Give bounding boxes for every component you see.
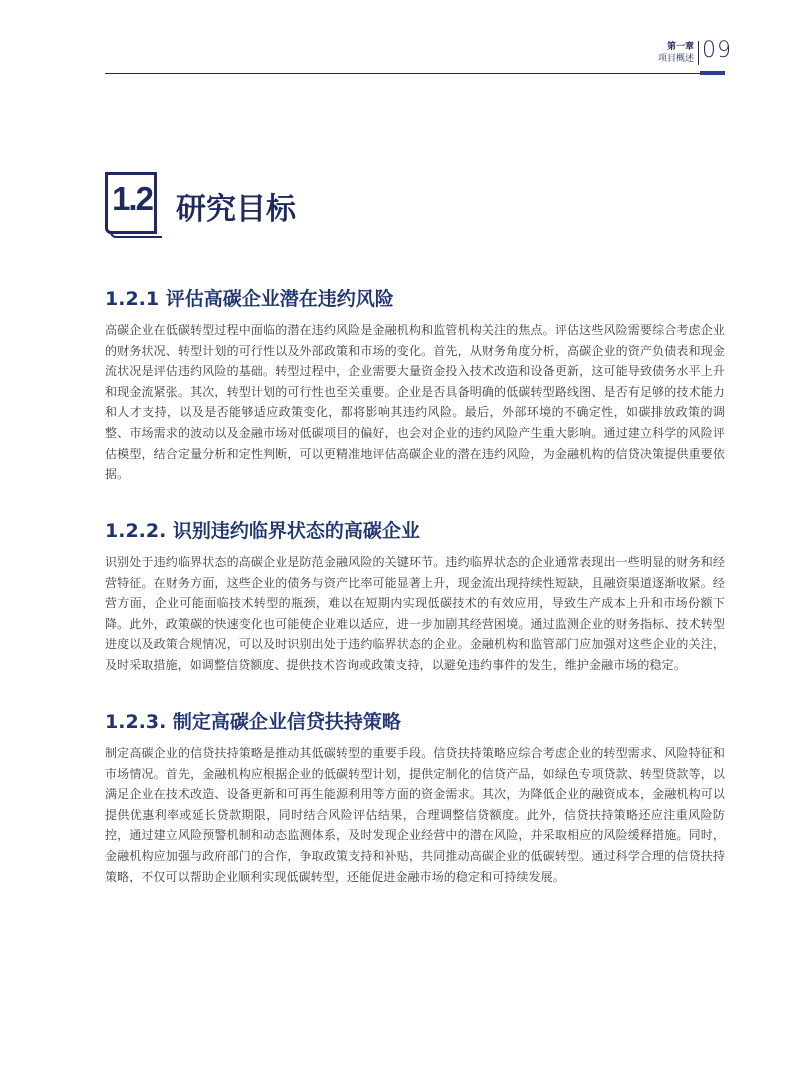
section-number: 1.2 <box>112 180 152 217</box>
page-number: 09 <box>702 38 732 63</box>
subsection-heading: 1.2.1 评估高碳企业潜在违约风险 <box>105 288 394 310</box>
subsection-heading: 1.2.3. 制定高碳企业信贷扶持策略 <box>105 711 401 733</box>
subsection-1 <box>105 286 725 485</box>
chapter-label <box>658 41 694 65</box>
subsection-heading: 1.2.2. 识别违约临界状态的高碳企业 <box>105 520 420 542</box>
section-number-box-shadow <box>110 232 162 238</box>
subsection-body: 制定高碳企业的信贷扶持策略是推动其低碳转型的重要手段。信贷扶持策略应综合考虑企业的转型需求、风险特征和市场情况。首先，金融机构应根据企业的低碳转型计划，提供定制化的信贷产品，如绿色专项贷款、转型贷款等，以满足企业在技术改造、设备更新和可再生能源利用等方面的资金需求。其次，为降低企业的融资成本，金融机构可以提供优惠利率或延长贷款期限，同时结合风险评估结果，合理调整信贷额度。此外，信贷扶持策略还应注重风险防控，通过建立风险预警机制和动态监测体系，及时发现企业经营中的潜在风险，并采取相应的风险缓释措施。同时，金融机构应加强与政府部门的合作，争取政策支持和补贴，共同推动高碳企业的低碳转型。通过科学合理的信贷扶持策略，不仅可以帮助企业顺利实现低碳转型，还能促进金融市场的稳定和可持续发展。 <box>105 746 725 884</box>
subsection-3 <box>105 709 725 887</box>
subsection-body: 高碳企业在低碳转型过程中面临的潜在违约风险是金融机构和监管机构关注的焦点。评估这些风险需要综合考虑企业的财务状况、转型计划的可行性以及外部政策和市场的变化。首先，从财务角度分析，高碳企业的资产负债表和现金流状况是评估违约风险的基础。转型过程中，企业需要大量资金投入技术改造和设备更新，这可能导致债务水平上升和现金流紧张。其次，转型计划的可行性也至关重要。企业是否具备明确的低碳转型路线图、是否有足够的技术能力和人才支持，以及是否能够适应政策变化，都将影响其违约风险。最后，外部环境的不确定性，如碳排放政策的调整、市场需求的波动以及金融市场对低碳项目的偏好，也会对企业的违约风险产生重大影响。通过建立科学的风险评估模型，结合定量分析和定性判断，可以更精准地评估高碳企业的潜在违约风险，为金融机构的信贷决策提供重要依据。 <box>105 323 725 482</box>
header-accent-bar <box>700 71 725 75</box>
chapter-title: 项目概述 <box>657 54 694 64</box>
section-title: 研究目标 <box>176 192 296 227</box>
subsection-2 <box>105 518 725 676</box>
chapter-number: 第一章 <box>666 42 694 52</box>
subsection-body: 识别处于违约临界状态的高碳企业是防范金融风险的关键环节。违约临界状态的企业通常表现出一些明显的财务和经营特征。在财务方面，这些企业的债务与资产比率可能显著上升，现金流出现持续性短缺，且融资渠道逐渐收紧。经营方面，企业可能面临技术转型的瓶颈，难以在短期内实现低碳技术的有效应用，导致生产成本上升和市场份额下降。此外，政策碳的快速变化也可能使企业难以适应，进一步加剧其经营困境。通过监测企业的财务指标、技术转型进度以及政策合规情况，可以及时识别出处于违约临界状态的企业。金融机构和监管部门应加强对这些企业的关注，及时采取措施，如调整信贷额度、提供技术咨询或政策支持，以避免违约事件的发生，维护金融市场的稳定。 <box>105 555 725 672</box>
header-separator <box>698 41 699 65</box>
header-rule <box>105 73 725 74</box>
